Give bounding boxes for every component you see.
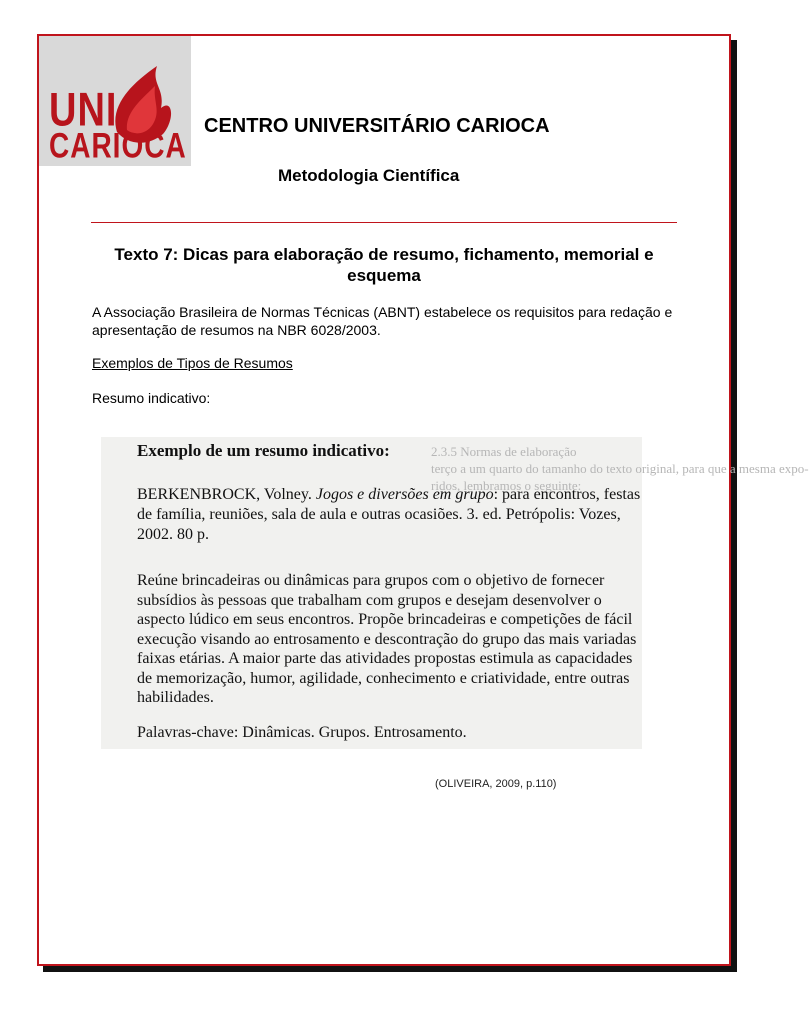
intro-paragraph: A Associação Brasileira de Normas Técnicas (ABNT) estabelece os requisitos para redação e apresentação de resumos na NBR 6028/2003. [92, 304, 673, 338]
header-divider [91, 222, 677, 223]
institution-title: CENTRO UNIVERSITÁRIO CARIOCA [204, 115, 550, 137]
source-citation: (OLIVEIRA, 2009, p.110) [435, 778, 557, 790]
section-heading: Exemplos de Tipos de Resumos [92, 355, 293, 371]
document-title: Texto 7: Dicas para elaboração de resumo, fichamento, memorial e esquema [114, 245, 654, 285]
example-heading: Exemplo de um resumo indicativo: [137, 441, 390, 460]
unicarioca-logo [39, 36, 191, 166]
bleed-through-text: 2.3.5 Normas de elaboração terço a um quarto do tamanho do texto original, para que a mesma expo- ridos, lembramos o seguinte: [431, 444, 809, 493]
reference-entry [137, 485, 642, 545]
abstract-text: Reúne brincadeiras ou dinâmicas para grupos com o objetivo de fornecer subsídios às pessoas que trabalham com grupos e desejam desenvolver o aspecto lúdico em seus encontros. Propõe brincadeiras e competições de fácil execução visando ao entrosamento e descontração do grupo das mais variadas faixas etárias. A maior parte das atividades propostas estimula as capacidades de memorização, humor, agilidade, conhecimento e criatividade, entre outras habilidades. [137, 572, 637, 706]
logo-text-uni: UNI [49, 84, 118, 137]
keywords-line: Palavras-chave: Dinâmicas. Grupos. Entrosamento. [137, 724, 467, 741]
logo-text-carioca: CARIOCA [49, 126, 187, 165]
subsection-label: Resumo indicativo: [92, 390, 211, 406]
course-title: Metodologia Científica [278, 166, 460, 185]
reference-details: : para encontros, festas de família, reuniões, sala de aula e outras ocasiões. 3. ed. Petrópolis: Vozes, 2002. 80 p. [137, 486, 641, 543]
scanned-excerpt [101, 437, 809, 749]
reference-title: Jogos e diversões em grupo [315, 486, 494, 503]
reference-author: BERKENBROCK, Volney. [137, 486, 316, 503]
